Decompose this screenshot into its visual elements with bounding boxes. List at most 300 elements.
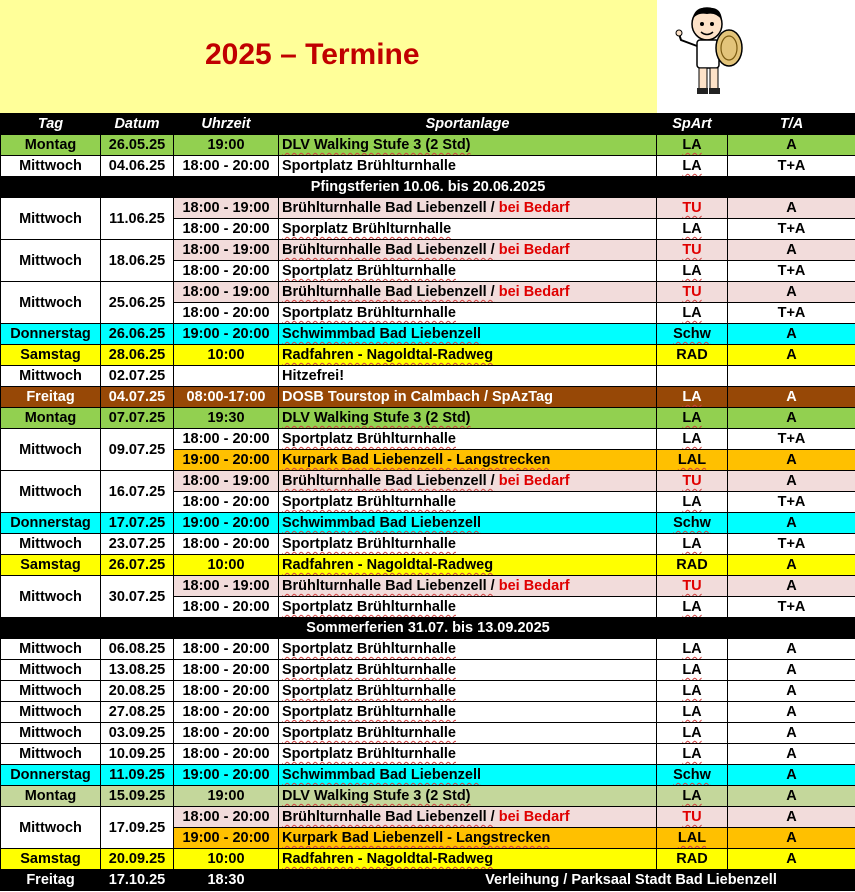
sportanlage-text: Sportplatz Brühlturnhalle: [282, 662, 456, 678]
cell-datum: 28.06.25: [101, 345, 174, 366]
table-row: [1, 744, 855, 765]
sportanlage-text: Sportplatz Brühlturnhalle: [282, 599, 456, 615]
cell-ta: A: [728, 324, 855, 345]
spart-text: Schw: [673, 326, 711, 342]
sportanlage-text: Sportplatz Brühlturnhalle: [282, 305, 456, 321]
cell-spart: [657, 555, 728, 576]
table-row: [1, 555, 855, 576]
cell-spart: [657, 219, 728, 240]
cell-ta: A: [728, 135, 855, 156]
holiday-separator-row: [1, 618, 855, 639]
cell-uhrzeit: 18:00 - 20:00: [174, 219, 279, 240]
sportanlage-text: DLV Walking Stufe 3 (2 Std): [282, 137, 471, 153]
sportanlage-text: Sportplatz Brühlturnhalle: [282, 263, 456, 279]
table-row: [1, 765, 855, 786]
cell-spart: [657, 639, 728, 660]
cell-uhrzeit: [174, 366, 279, 387]
cell-ta: T+A: [728, 261, 855, 282]
cell-tag: Mittwoch: [1, 429, 101, 471]
cell-spart: [657, 303, 728, 324]
cell-ta: T+A: [728, 219, 855, 240]
cell-ta: A: [728, 639, 855, 660]
cell-uhrzeit: 19:30: [174, 408, 279, 429]
spart-text: LA: [682, 641, 702, 657]
sportanlage-text: Kurpark Bad Liebenzell - Langstrecken: [282, 452, 551, 468]
cell-uhrzeit: 18:00 - 19:00: [174, 282, 279, 303]
cell-spart: [657, 828, 728, 849]
cell-tag: Donnerstag: [1, 765, 101, 786]
cell-datum: 18.06.25: [101, 240, 174, 282]
cell-ta: A: [728, 345, 855, 366]
cell-spart: [657, 513, 728, 534]
cell-sportanlage: [279, 345, 657, 366]
table-row: [1, 534, 855, 555]
cell-sportanlage: [279, 324, 657, 345]
cell-tag: Mittwoch: [1, 240, 101, 282]
cell-uhrzeit: 18:00 - 20:00: [174, 639, 279, 660]
cell-tag: Montag: [1, 786, 101, 807]
cell-tag: Samstag: [1, 345, 101, 366]
cell-spart: [657, 261, 728, 282]
cell-uhrzeit: 10:00: [174, 555, 279, 576]
cell-ta: A: [728, 807, 855, 828]
cell-spart: [657, 702, 728, 723]
spart-text: LA: [682, 494, 702, 510]
cell-spart: [657, 576, 728, 597]
cell-ta: T+A: [728, 429, 855, 450]
cell-uhrzeit: 18:00 - 20:00: [174, 261, 279, 282]
cell-spart: [657, 156, 728, 177]
cell-sportanlage: Verleihung / Parksaal Stadt Bad Liebenzell: [279, 870, 855, 891]
cell-ta: A: [728, 660, 855, 681]
spart-text: LA: [682, 599, 702, 615]
cell-sportanlage: [279, 408, 657, 429]
bei-bedarf-note: bei Bedarf: [494, 242, 570, 258]
spart-text: LA: [682, 662, 702, 678]
cell-ta: A: [728, 849, 855, 870]
header: [0, 0, 855, 113]
sportanlage-text: Radfahren - Nagoldtal-Radweg: [282, 557, 494, 573]
bei-bedarf-note: bei Bedarf: [494, 200, 570, 216]
sportanlage-text: Brühlturnhalle Bad Liebenzell /: [282, 473, 495, 489]
table-row: [1, 156, 855, 177]
cell-spart: [657, 492, 728, 513]
table-row: [1, 849, 855, 870]
cell-ta: A: [728, 282, 855, 303]
page-title: 2025 – Termine: [205, 38, 420, 71]
cell-sportanlage: [279, 261, 657, 282]
spart-text: LA: [682, 305, 702, 321]
cell-uhrzeit: 10:00: [174, 849, 279, 870]
table-row: [1, 702, 855, 723]
cell-sportanlage: [279, 492, 657, 513]
cell-datum: 07.07.25: [101, 408, 174, 429]
cell-datum: 13.08.25: [101, 660, 174, 681]
table-row: [1, 807, 855, 828]
cell-sportanlage: [279, 828, 657, 849]
cell-tag: Mittwoch: [1, 198, 101, 240]
table-row: [1, 870, 855, 891]
cell-spart: [657, 471, 728, 492]
cell-datum: 17.10.25: [101, 870, 174, 891]
cell-uhrzeit: 18:00 - 20:00: [174, 807, 279, 828]
spart-text: TU: [682, 284, 702, 300]
spart-text: LA: [682, 221, 702, 237]
spart-text: Schw: [673, 767, 711, 783]
spart-text: TU: [682, 809, 702, 825]
sportanlage-text: Sportplatz Brühlturnhalle: [282, 746, 456, 762]
cell-uhrzeit: 18:00 - 20:00: [174, 723, 279, 744]
sportanlage-text: Sportplatz Brühlturnhalle: [282, 725, 456, 741]
cell-ta: A: [728, 387, 855, 408]
holiday-separator-row: [1, 177, 855, 198]
cell-uhrzeit: 18:00 - 19:00: [174, 240, 279, 261]
cell-datum: 17.09.25: [101, 807, 174, 849]
bei-bedarf-note: bei Bedarf: [494, 284, 570, 300]
cell-ta: T+A: [728, 492, 855, 513]
cell-spart: [657, 744, 728, 765]
table-row: [1, 366, 855, 387]
cell-datum: 26.07.25: [101, 555, 174, 576]
table-row: [1, 324, 855, 345]
cell-uhrzeit: 19:00 - 20:00: [174, 765, 279, 786]
spart-text: LA: [682, 431, 702, 447]
cell-uhrzeit: 18:00 - 20:00: [174, 303, 279, 324]
cell-sportanlage: [279, 786, 657, 807]
cell-spart: [657, 786, 728, 807]
cell-uhrzeit: 18:00 - 20:00: [174, 492, 279, 513]
cell-datum: 11.06.25: [101, 198, 174, 240]
cell-uhrzeit: 18:00 - 20:00: [174, 156, 279, 177]
table-row: [1, 387, 855, 408]
cell-datum: 27.08.25: [101, 702, 174, 723]
cell-spart: [657, 282, 728, 303]
spart-text: TU: [682, 200, 702, 216]
col-header-tag: Tag: [1, 114, 101, 135]
table-row: [1, 681, 855, 702]
cell-sportanlage: [279, 639, 657, 660]
cell-ta: [728, 366, 855, 387]
cell-tag: Samstag: [1, 555, 101, 576]
cell-sportanlage: [279, 576, 657, 597]
cell-sportanlage: [279, 471, 657, 492]
sportanlage-text: Brühlturnhalle Bad Liebenzell /: [282, 284, 495, 300]
cell-tag: Donnerstag: [1, 324, 101, 345]
logo-area: [657, 0, 855, 113]
spart-text: LA: [682, 704, 702, 720]
sportanlage-text: DOSB Tourstop in Calmbach / SpAzTag: [282, 389, 553, 405]
cell-tag: Mittwoch: [1, 702, 101, 723]
cell-ta: A: [728, 555, 855, 576]
spart-text: LA: [682, 536, 702, 552]
table-row: [1, 198, 855, 219]
sportanlage-text: Sportplatz Brühlturnhalle: [282, 431, 456, 447]
cell-uhrzeit: 18:00 - 20:00: [174, 744, 279, 765]
cell-ta: A: [728, 765, 855, 786]
bei-bedarf-note: bei Bedarf: [494, 473, 570, 489]
spart-text: LA: [682, 683, 702, 699]
cell-spart: [657, 366, 728, 387]
cell-sportanlage: [279, 702, 657, 723]
holiday-separator: Sommerferien 31.07. bis 13.09.2025: [1, 618, 855, 639]
sportanlage-text: Radfahren - Nagoldtal-Radweg: [282, 347, 494, 363]
cell-datum: 02.07.25: [101, 366, 174, 387]
cell-sportanlage: [279, 429, 657, 450]
sportanlage-text: Sportplatz Brühlturnhalle: [282, 683, 456, 699]
sportanlage-text: DLV Walking Stufe 3 (2 Std): [282, 410, 471, 426]
cell-datum: 30.07.25: [101, 576, 174, 618]
cell-spart: [657, 240, 728, 261]
cell-ta: A: [728, 240, 855, 261]
sportanlage-text: Sportplatz Brühlturnhalle: [282, 494, 456, 510]
cell-ta: A: [728, 450, 855, 471]
sportanlage-text: Sportplatz Brühlturnhalle: [282, 641, 456, 657]
bei-bedarf-note: bei Bedarf: [494, 809, 570, 825]
table-row: [1, 471, 855, 492]
cell-ta: T+A: [728, 597, 855, 618]
cell-spart: [657, 597, 728, 618]
holiday-separator: Pfingstferien 10.06. bis 20.06.2025: [1, 177, 855, 198]
cell-sportanlage: [279, 555, 657, 576]
cell-datum: 11.09.25: [101, 765, 174, 786]
cell-sportanlage: [279, 597, 657, 618]
cell-sportanlage: [279, 765, 657, 786]
cell-tag: Mittwoch: [1, 744, 101, 765]
sportanlage-text: Sporplatz Brühlturnhalle: [282, 221, 452, 237]
spart-text: TU: [682, 578, 702, 594]
cell-uhrzeit: 18:00 - 19:00: [174, 198, 279, 219]
cell-datum: 26.06.25: [101, 324, 174, 345]
cell-sportanlage: [279, 744, 657, 765]
cell-spart: [657, 135, 728, 156]
cell-spart: [657, 429, 728, 450]
cell-ta: T+A: [728, 156, 855, 177]
cell-spart: [657, 681, 728, 702]
cell-tag: Mittwoch: [1, 576, 101, 618]
sportanlage-text: Sportplatz Brühlturnhalle: [282, 536, 456, 552]
table-row: [1, 639, 855, 660]
bei-bedarf-note: bei Bedarf: [494, 578, 570, 594]
spart-text: TU: [682, 473, 702, 489]
table-row: [1, 345, 855, 366]
spart-text: LA: [682, 263, 702, 279]
mascot-logo-icon: [669, 4, 759, 99]
cell-sportanlage: [279, 807, 657, 828]
cell-uhrzeit: 18:00 - 19:00: [174, 576, 279, 597]
spart-text: TU: [682, 242, 702, 258]
sportanlage-text: Brühlturnhalle Bad Liebenzell /: [282, 242, 495, 258]
cell-uhrzeit: 19:00 - 20:00: [174, 828, 279, 849]
cell-ta: T+A: [728, 303, 855, 324]
cell-datum: 03.09.25: [101, 723, 174, 744]
cell-spart: [657, 387, 728, 408]
cell-datum: 06.08.25: [101, 639, 174, 660]
cell-tag: Mittwoch: [1, 471, 101, 513]
cell-spart: [657, 534, 728, 555]
cell-ta: A: [728, 513, 855, 534]
cell-uhrzeit: 18:00 - 20:00: [174, 681, 279, 702]
spart-text: LA: [682, 389, 702, 405]
cell-sportanlage: [279, 681, 657, 702]
cell-sportanlage: [279, 135, 657, 156]
schedule-table: [0, 113, 855, 891]
spart-text: LA: [682, 725, 702, 741]
cell-ta: A: [728, 723, 855, 744]
table-row: [1, 786, 855, 807]
sportanlage-text: Brühlturnhalle Bad Liebenzell /: [282, 200, 495, 216]
table-row: [1, 660, 855, 681]
cell-spart: [657, 408, 728, 429]
cell-spart: [657, 450, 728, 471]
cell-sportanlage: [279, 849, 657, 870]
table-row: [1, 240, 855, 261]
cell-datum: 09.07.25: [101, 429, 174, 471]
cell-sportanlage: [279, 303, 657, 324]
sportanlage-text: Sportplatz Brühlturnhalle: [282, 704, 456, 720]
cell-sportanlage: [279, 387, 657, 408]
cell-uhrzeit: 18:00 - 19:00: [174, 471, 279, 492]
cell-uhrzeit: 19:00: [174, 135, 279, 156]
cell-spart: [657, 345, 728, 366]
cell-tag: Mittwoch: [1, 282, 101, 324]
spart-text: LA: [682, 410, 702, 426]
cell-spart: [657, 198, 728, 219]
spart-text: LA: [682, 158, 702, 174]
cell-uhrzeit: 19:00 - 20:00: [174, 513, 279, 534]
cell-spart: [657, 660, 728, 681]
cell-datum: 10.09.25: [101, 744, 174, 765]
cell-tag: Samstag: [1, 849, 101, 870]
cell-tag: Mittwoch: [1, 156, 101, 177]
col-header-uhrzeit: Uhrzeit: [174, 114, 279, 135]
cell-uhrzeit: 10:00: [174, 345, 279, 366]
cell-uhrzeit: 18:00 - 20:00: [174, 429, 279, 450]
cell-sportanlage: [279, 366, 657, 387]
cell-ta: A: [728, 681, 855, 702]
cell-uhrzeit: 18:00 - 20:00: [174, 660, 279, 681]
cell-tag: Montag: [1, 135, 101, 156]
cell-tag: Freitag: [1, 870, 101, 891]
table-row: [1, 576, 855, 597]
sportanlage-text: Brühlturnhalle Bad Liebenzell /: [282, 809, 495, 825]
spart-text: LA: [682, 746, 702, 762]
cell-tag: Mittwoch: [1, 534, 101, 555]
cell-spart: [657, 723, 728, 744]
cell-datum: 04.06.25: [101, 156, 174, 177]
cell-sportanlage: [279, 534, 657, 555]
table-row: [1, 408, 855, 429]
cell-uhrzeit: 19:00 - 20:00: [174, 324, 279, 345]
col-header-datum: Datum: [101, 114, 174, 135]
cell-uhrzeit: 18:00 - 20:00: [174, 597, 279, 618]
sportanlage-text: Kurpark Bad Liebenzell - Langstrecken: [282, 830, 551, 846]
table-header-row: [1, 114, 855, 135]
title-banner: [0, 0, 657, 113]
cell-ta: A: [728, 408, 855, 429]
spart-text: Schw: [673, 515, 711, 531]
cell-uhrzeit: 18:00 - 20:00: [174, 534, 279, 555]
table-row: [1, 282, 855, 303]
spart-text: LA: [682, 788, 702, 804]
cell-tag: Mittwoch: [1, 660, 101, 681]
cell-datum: 20.09.25: [101, 849, 174, 870]
cell-ta: A: [728, 471, 855, 492]
cell-sportanlage: [279, 723, 657, 744]
cell-sportanlage: [279, 513, 657, 534]
sportanlage-text: Schwimmbad Bad Liebenzell: [282, 326, 482, 342]
cell-ta: T+A: [728, 534, 855, 555]
cell-sportanlage: [279, 198, 657, 219]
spart-text: RAD: [676, 851, 708, 867]
cell-tag: Mittwoch: [1, 723, 101, 744]
cell-tag: Freitag: [1, 387, 101, 408]
sportanlage-text: Schwimmbad Bad Liebenzell: [282, 767, 482, 783]
cell-datum: 17.07.25: [101, 513, 174, 534]
spart-text: LAL: [677, 452, 707, 468]
cell-datum: 16.07.25: [101, 471, 174, 513]
cell-sportanlage: [279, 240, 657, 261]
cell-tag: Mittwoch: [1, 639, 101, 660]
spart-text: LAL: [677, 830, 707, 846]
cell-ta: A: [728, 576, 855, 597]
cell-ta: A: [728, 828, 855, 849]
cell-spart: [657, 765, 728, 786]
cell-tag: Mittwoch: [1, 807, 101, 849]
cell-sportanlage: [279, 450, 657, 471]
cell-uhrzeit: 18:00 - 20:00: [174, 702, 279, 723]
sportanlage-text: Hitzefrei!: [282, 368, 345, 384]
table-row: [1, 429, 855, 450]
table-row: [1, 135, 855, 156]
col-header-ta: T/A: [728, 114, 855, 135]
sportanlage-text: Radfahren - Nagoldtal-Radweg: [282, 851, 494, 867]
sportanlage-text: DLV Walking Stufe 3 (2 Std): [282, 788, 471, 804]
cell-tag: Mittwoch: [1, 366, 101, 387]
cell-datum: 25.06.25: [101, 282, 174, 324]
sportanlage-text: Brühlturnhalle Bad Liebenzell /: [282, 578, 495, 594]
cell-datum: 04.07.25: [101, 387, 174, 408]
cell-uhrzeit: 18:30: [174, 870, 279, 891]
table-row: [1, 723, 855, 744]
spart-text: LA: [682, 137, 702, 153]
spart-text: RAD: [676, 557, 708, 573]
cell-spart: [657, 807, 728, 828]
cell-uhrzeit: 19:00: [174, 786, 279, 807]
cell-sportanlage: [279, 660, 657, 681]
cell-tag: Montag: [1, 408, 101, 429]
col-header-sportanlage: Sportanlage: [279, 114, 657, 135]
sportanlage-text: Sportplatz Brühlturnhalle: [282, 158, 456, 174]
cell-datum: 15.09.25: [101, 786, 174, 807]
cell-uhrzeit: 08:00-17:00: [174, 387, 279, 408]
cell-sportanlage: [279, 219, 657, 240]
spart-text: RAD: [676, 347, 708, 363]
cell-spart: [657, 849, 728, 870]
table-row: [1, 513, 855, 534]
sportanlage-text: Schwimmbad Bad Liebenzell: [282, 515, 482, 531]
cell-sportanlage: [279, 282, 657, 303]
cell-ta: A: [728, 198, 855, 219]
cell-ta: A: [728, 702, 855, 723]
cell-tag: Mittwoch: [1, 681, 101, 702]
col-header-spart: SpArt: [657, 114, 728, 135]
cell-uhrzeit: 19:00 - 20:00: [174, 450, 279, 471]
cell-spart: [657, 324, 728, 345]
cell-tag: Donnerstag: [1, 513, 101, 534]
cell-datum: 23.07.25: [101, 534, 174, 555]
cell-datum: 26.05.25: [101, 135, 174, 156]
cell-ta: A: [728, 744, 855, 765]
